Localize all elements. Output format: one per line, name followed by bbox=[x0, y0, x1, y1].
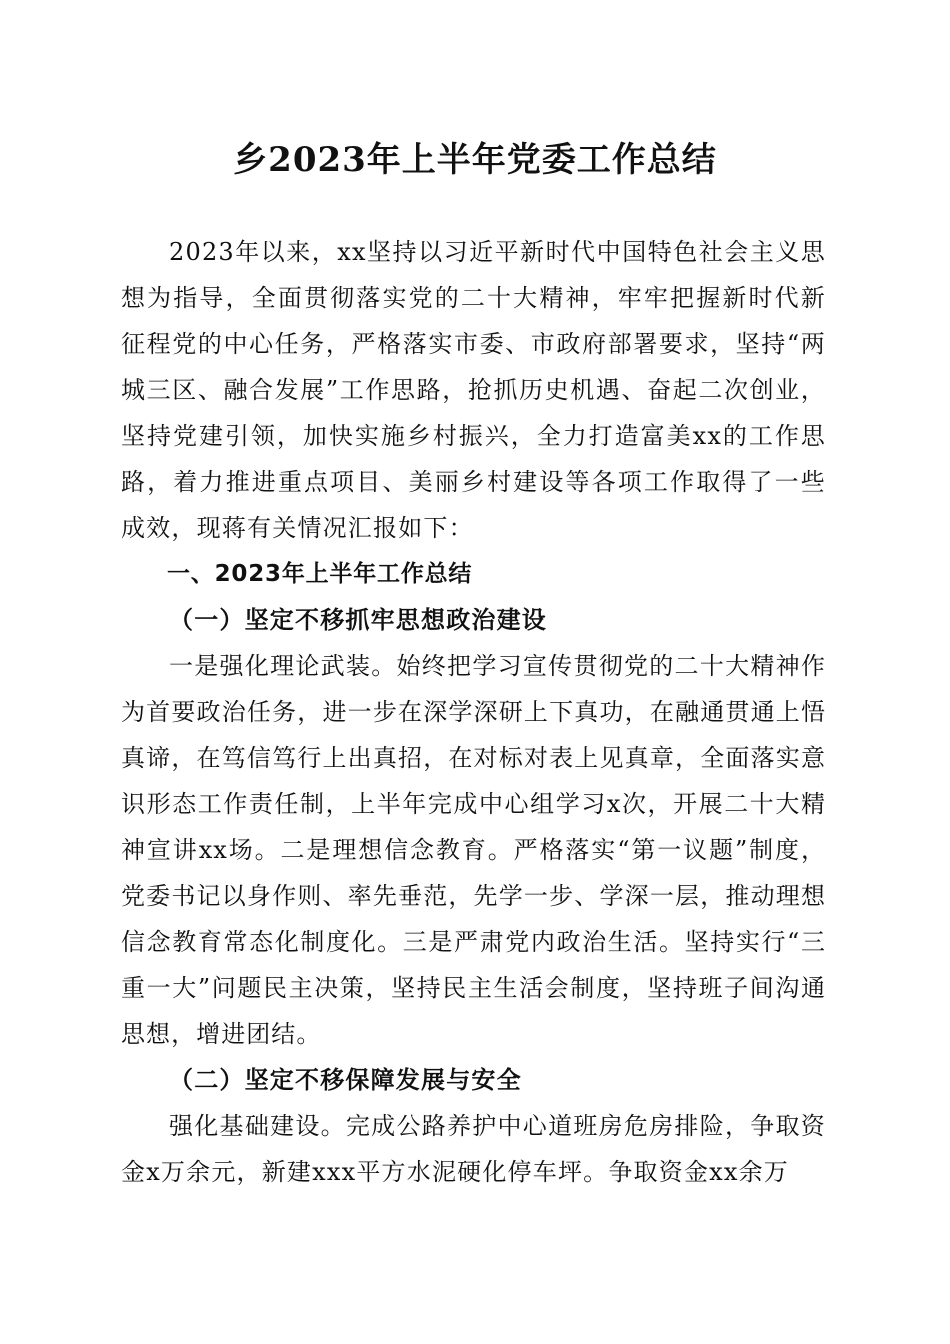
intro-paragraph: 2023年以来，xx坚持以习近平新时代中国特色社会主义思想为指导，全面贯彻落实党的二十大精神，牢牢把握新时代新征程党的中心任务，严格落实市委、市政府部署要求，坚持“两城三区、融合发展”工作思路，抢抓历史机遇、奋起二次创业，坚持党建引领，加快实施乡村振兴，全力打造富美xx的工作思路，着力推进重点项目、美丽乡村建设等各项工作取得了一些成效，现蒋有关情况汇报如下： bbox=[121, 238, 826, 542]
document-title: 乡2023年上半年党委工作总结 bbox=[233, 140, 717, 180]
subsection-paragraph-1: 一是强化理论武装。始终把学习宣传贯彻党的二十大精神作为首要政治任务，进一步在深学深研上下真功，在融通贯通上悟真谛，在笃信笃行上出真招，在对标对表上见真章，全面落实意识形态工作责任制，上半年完成中心组学习x次，开展二十大精神宣讲xx场。二是理想信念教育。严格落实“第一议题”制度，党委书记以身作则、率先垂范，先学一步、学深一层，推动理想信念教育常态化制度化。三是严肃党内政治生活。坚持实行“三重一大”问题民主决策，坚持民主生活会制度，坚持班子间沟通思想，增进团结。 bbox=[121, 652, 826, 1048]
subsection-heading-1: （一）坚定不移抓牢思想政治建设 bbox=[169, 605, 547, 634]
subsection-heading-2: （二）坚定不移保障发展与安全 bbox=[169, 1065, 522, 1094]
subsection-paragraph-2: 强化基础建设。完成公路养护中心道班房危房排险，争取资金x万余元，新建xxx平方水泥硬化停车坪。争取资金xx余万 bbox=[121, 1112, 826, 1186]
document-body bbox=[121, 229, 826, 1195]
section-heading: 一、2023年上半年工作总结 bbox=[167, 561, 473, 587]
